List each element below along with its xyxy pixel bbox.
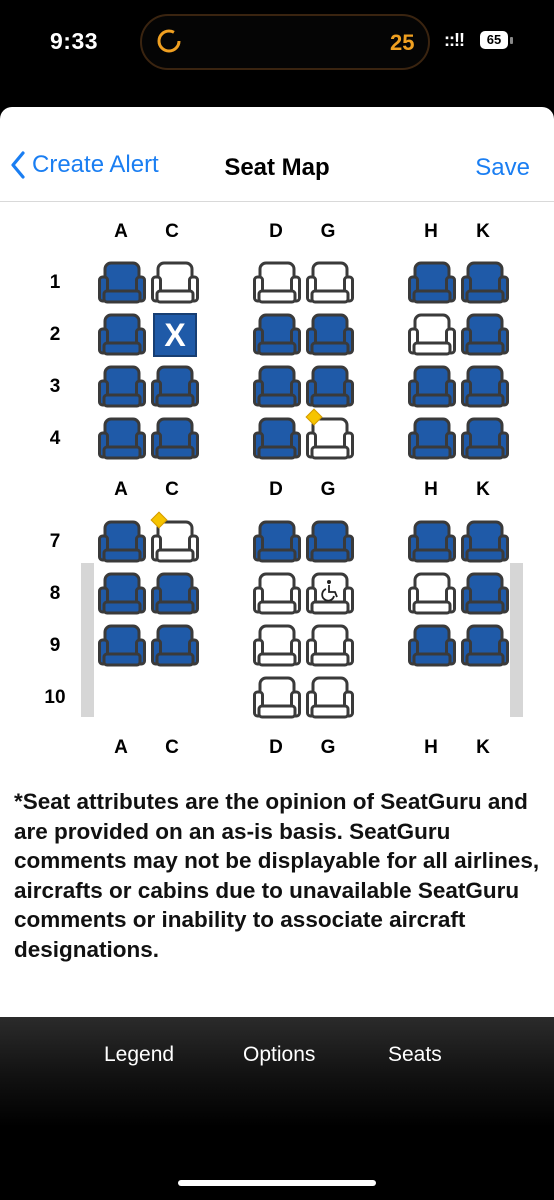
column-label-a: A [114, 479, 128, 500]
seat-3k[interactable] [461, 364, 509, 410]
seat-4c[interactable] [151, 416, 199, 462]
seat-7h[interactable] [408, 519, 456, 565]
seat-3h[interactable] [408, 364, 456, 410]
column-label-c: C [165, 221, 179, 242]
column-label-d: D [269, 221, 283, 242]
column-label-k: K [476, 737, 490, 758]
column-label-a: A [114, 737, 128, 758]
seat-10g[interactable] [306, 675, 354, 721]
battery-icon: 65 [480, 31, 508, 49]
row-label: 2 [49, 324, 61, 345]
seat-4h[interactable] [408, 416, 456, 462]
seat-3d[interactable] [253, 364, 301, 410]
seat-9g[interactable] [306, 623, 354, 669]
seat-9k[interactable] [461, 623, 509, 669]
save-button[interactable]: Save [475, 154, 530, 181]
seat-9d[interactable] [253, 623, 301, 669]
seat-2d[interactable] [253, 312, 301, 358]
row-label: 9 [49, 635, 61, 656]
seat-7k[interactable] [461, 519, 509, 565]
row-label: 8 [49, 583, 61, 604]
signal-icon: ::!! [444, 30, 464, 50]
seat-1k[interactable] [461, 260, 509, 306]
column-label-d: D [269, 479, 283, 500]
seat-9h[interactable] [408, 623, 456, 669]
row-label: 1 [49, 272, 61, 293]
seat-8c[interactable] [151, 571, 199, 617]
status-time: 9:33 [50, 28, 99, 54]
disclaimer-text: *Seat attributes are the opinion of SeatGuru and are provided on an as-is basis. SeatGuru comments may not be displayable for all airlines, aircrafts or cabins due to unavailable SeatGuru comments or inability to associate aircraft designations. [14, 789, 540, 962]
seat-2a[interactable] [98, 312, 146, 358]
column-label-c: C [165, 737, 179, 758]
row-label: 10 [44, 687, 66, 708]
column-label-g: G [320, 479, 336, 500]
timer-icon [156, 28, 182, 54]
seat-3c[interactable] [151, 364, 199, 410]
seat-4a[interactable] [98, 416, 146, 462]
seat-1a[interactable] [98, 260, 146, 306]
seat-8g[interactable] [306, 571, 354, 617]
column-label-g: G [320, 221, 336, 242]
battery-tip [510, 37, 513, 44]
seat-8a[interactable] [98, 571, 146, 617]
home-indicator [178, 1180, 376, 1186]
seat-9c[interactable] [151, 623, 199, 669]
seat-8k[interactable] [461, 571, 509, 617]
tab-seats[interactable]: Seats [388, 1043, 442, 1066]
seat-3a[interactable] [98, 364, 146, 410]
navigation-bar [0, 107, 554, 202]
tab-options[interactable]: Options [243, 1043, 316, 1066]
column-label-c: C [165, 479, 179, 500]
back-button-label: Create Alert [32, 151, 159, 178]
timer-text: 25 [390, 30, 415, 55]
tab-bar [0, 1017, 554, 1200]
tab-legend[interactable]: Legend [104, 1043, 175, 1066]
seat-8h[interactable] [408, 571, 456, 617]
status-bar [0, 0, 554, 90]
right-wing-bar [510, 563, 523, 717]
column-label-g: G [320, 737, 336, 758]
seat-1g[interactable] [306, 260, 354, 306]
seat-7d[interactable] [253, 519, 301, 565]
seat-2h[interactable] [408, 312, 456, 358]
seat-9a[interactable] [98, 623, 146, 669]
seat-7g[interactable] [306, 519, 354, 565]
column-label-k: K [476, 221, 490, 242]
seat-2k[interactable] [461, 312, 509, 358]
column-label-k: K [476, 479, 490, 500]
dynamic-island[interactable] [140, 14, 430, 70]
column-label-d: D [269, 737, 283, 758]
seat-10d[interactable] [253, 675, 301, 721]
seat-1d[interactable] [253, 260, 301, 306]
seat-map-sheet [0, 107, 554, 1017]
column-label-a: A [114, 221, 128, 242]
seat-1h[interactable] [408, 260, 456, 306]
column-label-h: H [424, 737, 438, 758]
column-label-h: H [424, 221, 438, 242]
seat-7a[interactable] [98, 519, 146, 565]
seat-4k[interactable] [461, 416, 509, 462]
page-title: Seat Map [224, 154, 330, 181]
row-label: 3 [49, 376, 61, 397]
seat-4d[interactable] [253, 416, 301, 462]
seat-2c-blocked[interactable]: X [153, 313, 197, 357]
seat-2g[interactable] [306, 312, 354, 358]
seat-3g[interactable] [306, 364, 354, 410]
row-label: 4 [49, 428, 61, 449]
seat-8d[interactable] [253, 571, 301, 617]
seat-1c[interactable] [151, 260, 199, 306]
row-label: 7 [49, 531, 61, 552]
left-wing-bar [81, 563, 94, 717]
column-label-h: H [424, 479, 438, 500]
seat-map [0, 201, 554, 781]
